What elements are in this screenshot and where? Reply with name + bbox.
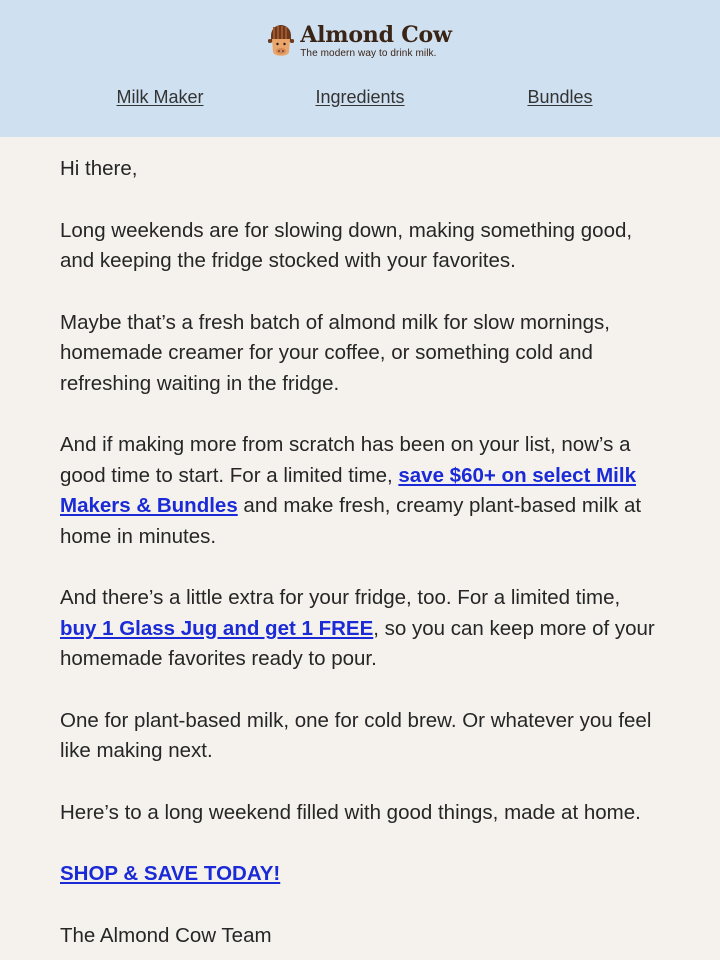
paragraph-milk-maker-offer bbox=[60, 430, 660, 552]
paragraph-glass-jug-offer bbox=[60, 583, 660, 675]
greeting: Hi there, bbox=[60, 157, 138, 180]
paragraph-text: And there’s a little extra for your fridge, too. For a limited time, bbox=[60, 586, 621, 609]
save-60-link[interactable]: save $60+ on select Milk Makers & Bundles bbox=[60, 463, 636, 517]
nav-link-ingredients[interactable]: Ingredients bbox=[315, 87, 405, 107]
signoff: The Almond Cow Team bbox=[60, 923, 272, 947]
paragraph-almond-milk: Maybe that’s a fresh batch of almond milk for slow mornings, homemade creamer for your coffee, or something cold and refreshing waiting in the fridge. bbox=[60, 310, 610, 395]
nav-link-bundles[interactable]: Bundles bbox=[527, 87, 593, 107]
brand-name: Almond Cow bbox=[300, 22, 452, 48]
brand-tagline: The modern way to drink milk. bbox=[300, 48, 437, 59]
paragraph-long-weekends: Long weekends are for slowing down, making something good, and keeping the fridge stocked with your favorites. bbox=[60, 218, 633, 272]
cta-paragraph bbox=[60, 859, 660, 890]
email-header bbox=[0, 0, 720, 137]
paragraph-text: , so you can keep more of your homemade favorites ready to pour. bbox=[60, 616, 655, 670]
logo[interactable] bbox=[0, 22, 720, 60]
paragraph-cold-brew: One for plant-based milk, one for cold brew. Or whatever you feel like making next. bbox=[60, 708, 652, 762]
glass-jug-link[interactable]: buy 1 Glass Jug and get 1 FREE bbox=[60, 616, 374, 640]
almond-cow-logo-icon bbox=[268, 24, 294, 60]
shop-save-button[interactable]: SHOP & SAVE TODAY! bbox=[60, 862, 281, 885]
paragraph-text: And if making more from scratch has been on your list, now’s a good time to start. For a limited time, bbox=[60, 433, 631, 487]
paragraph-closing: Here’s to a long weekend filled with good things, made at home. bbox=[60, 800, 641, 824]
paragraph-text: and make fresh, creamy plant-based milk at home in minutes. bbox=[60, 494, 642, 548]
nav-link-milk-maker[interactable]: Milk Maker bbox=[116, 87, 204, 107]
